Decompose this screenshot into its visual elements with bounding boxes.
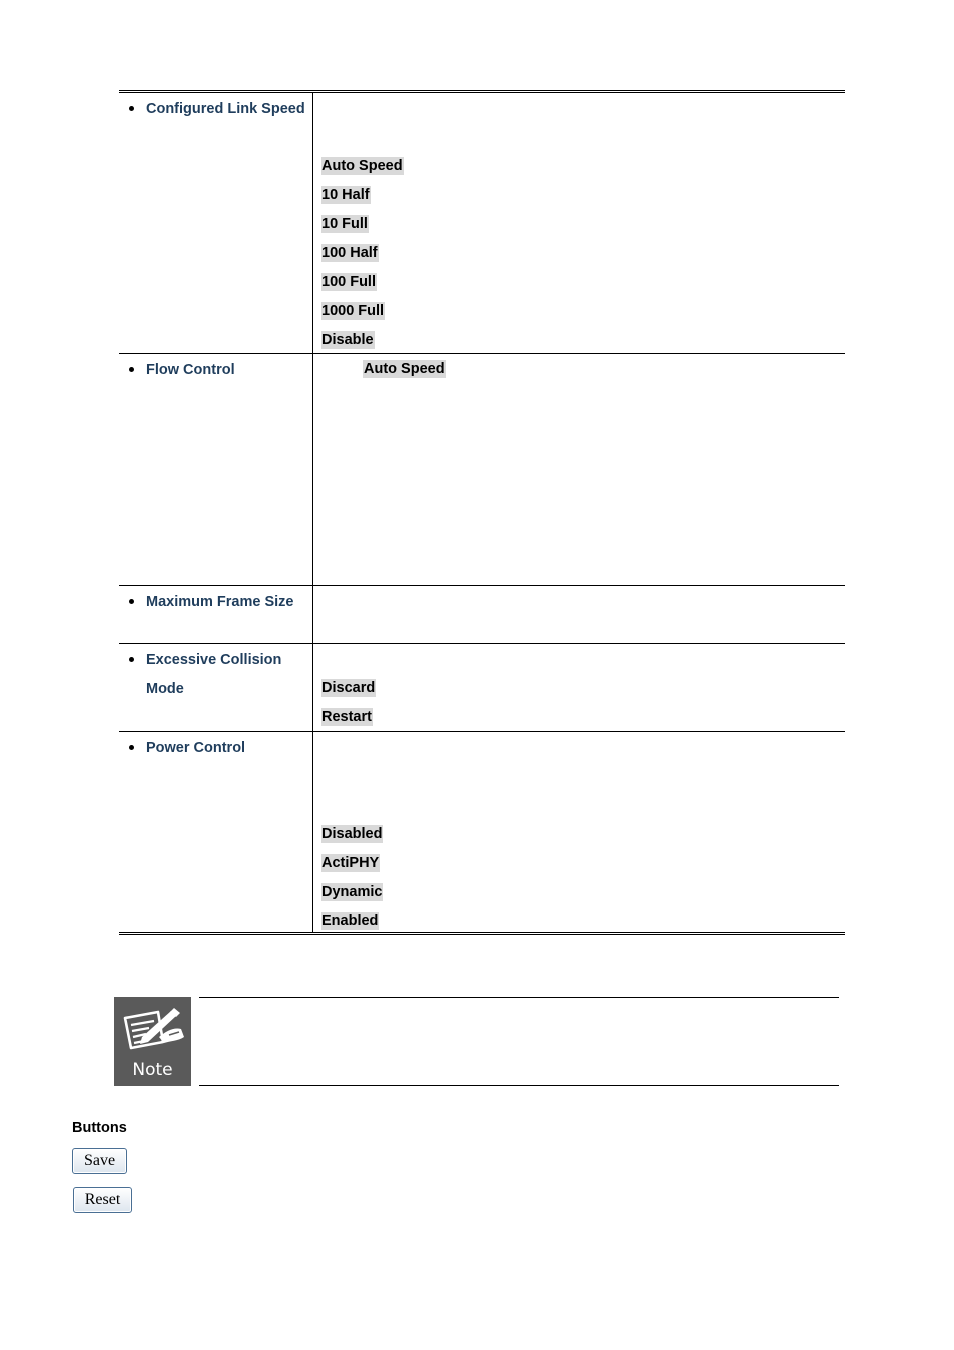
table-row <box>119 92 845 354</box>
option-value: 100 Full <box>322 274 376 290</box>
table-row <box>119 354 845 586</box>
option-value: ActiPHY <box>322 855 380 871</box>
option-value: 100 Half <box>322 245 378 261</box>
param-desc-cell <box>313 354 846 586</box>
note-pencil-icon <box>114 997 191 1086</box>
param-label: Mode <box>146 681 184 697</box>
reset-button[interactable]: Reset <box>73 1187 132 1213</box>
option-value: 10 Full <box>322 216 368 232</box>
param-desc-cell <box>313 732 846 934</box>
param-name-cell <box>119 644 313 732</box>
buttons-heading: Buttons <box>72 1120 127 1136</box>
note-divider-bottom <box>199 1085 839 1086</box>
table-row <box>119 644 845 732</box>
bullet-icon <box>129 106 134 111</box>
option-value: Disable <box>322 332 374 348</box>
option-value: 10 Half <box>322 187 370 203</box>
param-name-cell <box>119 586 313 644</box>
bullet-icon <box>129 745 134 750</box>
option-value: Discard <box>322 680 376 696</box>
param-label: Configured Link Speed <box>146 101 305 117</box>
param-label: Flow Control <box>146 362 235 378</box>
bullet-icon <box>129 599 134 604</box>
option-value: Auto Speed <box>364 361 445 377</box>
parameter-table <box>119 90 845 935</box>
option-value: 1000 Full <box>322 303 385 319</box>
option-value: Auto Speed <box>322 158 403 174</box>
param-desc-cell <box>313 92 846 354</box>
save-button[interactable]: Save <box>72 1148 127 1174</box>
option-value: Dynamic <box>322 884 383 900</box>
param-name-cell <box>119 92 313 354</box>
option-value: Enabled <box>322 913 379 929</box>
param-name-cell <box>119 732 313 934</box>
bullet-icon <box>129 657 134 662</box>
table-row <box>119 586 845 644</box>
param-label: Power Control <box>146 740 246 756</box>
bullet-icon <box>129 367 134 372</box>
param-label: Excessive Collision <box>146 652 282 668</box>
note-divider-top <box>199 997 839 998</box>
param-desc-cell <box>313 644 846 732</box>
option-value: Disabled <box>322 826 383 842</box>
option-value: Restart <box>322 709 372 725</box>
table-row <box>119 732 845 934</box>
note-label: Note <box>132 1060 173 1080</box>
param-name-cell <box>119 354 313 586</box>
param-label: Maximum Frame Size <box>146 594 294 610</box>
param-desc-cell <box>313 586 846 644</box>
